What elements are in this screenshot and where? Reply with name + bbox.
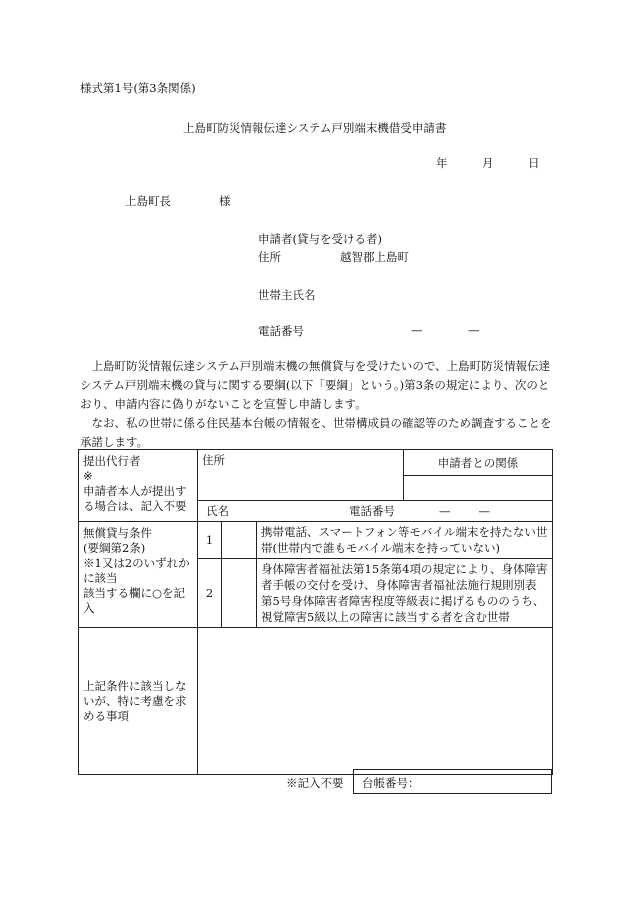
condition-check-field[interactable] xyxy=(222,522,257,559)
proxy-relation-label: 申請者との関係 xyxy=(437,455,519,470)
applicant-phone-dash: — xyxy=(411,323,423,337)
application-table xyxy=(78,449,553,775)
applicant-phone-label: 電話番号 xyxy=(258,324,304,338)
addressee-name: 上島町長 xyxy=(125,194,171,208)
conditions-label-cell xyxy=(79,522,198,628)
conditions-note: ※1又は2のいずれかに該当 xyxy=(83,556,190,585)
proxy-name-phone-row[interactable] xyxy=(198,501,553,522)
proxy-note: 申請者本人が提出する場合は、記入不要 xyxy=(83,484,187,513)
proxy-phone-label: 電話番号 xyxy=(349,504,395,518)
date-month: 月 xyxy=(482,156,494,170)
condition-number: 2 xyxy=(198,559,222,628)
body-paragraph: 上島町防災情報伝達システム戸別端末機の無償貸与を受けたいので、上島町防災情報伝達システム戸別端末機の貸与に関する要綱(以下「要綱」という。)第3条の規定により、次のとおり、申請内容に偽りがないことを宣誓し申請します。 xyxy=(80,359,551,411)
proxy-note-mark: ※ xyxy=(83,469,93,483)
proxy-phone-dash: — xyxy=(439,504,451,518)
proxy-label: 提出代行者 xyxy=(83,454,141,468)
condition-check-field[interactable] xyxy=(222,559,257,628)
conditions-article: (要綱第2条) xyxy=(83,541,146,555)
applicant-household-head-label: 世帯主氏名 xyxy=(258,288,316,302)
addressee-honorific: 様 xyxy=(219,194,231,208)
consideration-field[interactable] xyxy=(198,628,553,775)
date-year: 年 xyxy=(436,156,448,170)
proxy-relation-label-cell xyxy=(404,450,553,476)
document-title: 上島町防災情報伝達システム戸別端末機借受申請書 xyxy=(183,121,447,135)
conditions-label: 無償貸与条件 xyxy=(83,526,152,540)
applicant-address-label: 住所 xyxy=(258,250,281,264)
date-day: 日 xyxy=(528,156,540,170)
condition-text: 携帯電話、スマートフォン等モバイル端末を持たない世帯(世帯内で誰もモバイル端末を持っていない) xyxy=(257,522,553,559)
condition-text: 身体障害者福祉法第15条第4項の規定により、身体障害者手帳の交付を受け、身体障害者福祉法施行規則別表第5号身体障害者障害程度等級表に掲げるもののうち、視覚障害5級以上の障害に該当する者を含む世帯 xyxy=(257,559,553,628)
condition-number: 1 xyxy=(198,522,222,559)
form-number: 様式第1号(第3条関係) xyxy=(80,81,196,95)
consideration-label-cell xyxy=(79,628,198,775)
body-paragraph: なお、私の世帯に係る住民基本台帳の情報を、世帯構成員の確認等のため調査することを承諾します。 xyxy=(80,416,552,449)
footer-note: ※記入不要 xyxy=(286,776,344,790)
body-text xyxy=(80,357,552,452)
consideration-label: 上記条件に該当しないが、特に考慮を求める事項 xyxy=(83,678,187,723)
applicant-heading: 申請者(貸与を受ける者) xyxy=(258,232,382,246)
proxy-address-field[interactable] xyxy=(198,450,404,501)
proxy-relation-field[interactable] xyxy=(404,476,553,501)
proxy-phone-dash: — xyxy=(478,504,490,518)
applicant-phone-dash: — xyxy=(468,323,480,337)
conditions-instruction: 該当する欄に○を記入 xyxy=(83,586,186,615)
proxy-name-label: 氏名 xyxy=(206,504,229,518)
proxy-label-cell xyxy=(79,450,198,522)
proxy-address-label: 住所 xyxy=(202,453,225,467)
ledger-number-box[interactable] xyxy=(353,769,552,794)
ledger-number-label: 台帳番号： xyxy=(362,776,420,790)
applicant-address-value: 越智郡上島町 xyxy=(340,250,409,264)
